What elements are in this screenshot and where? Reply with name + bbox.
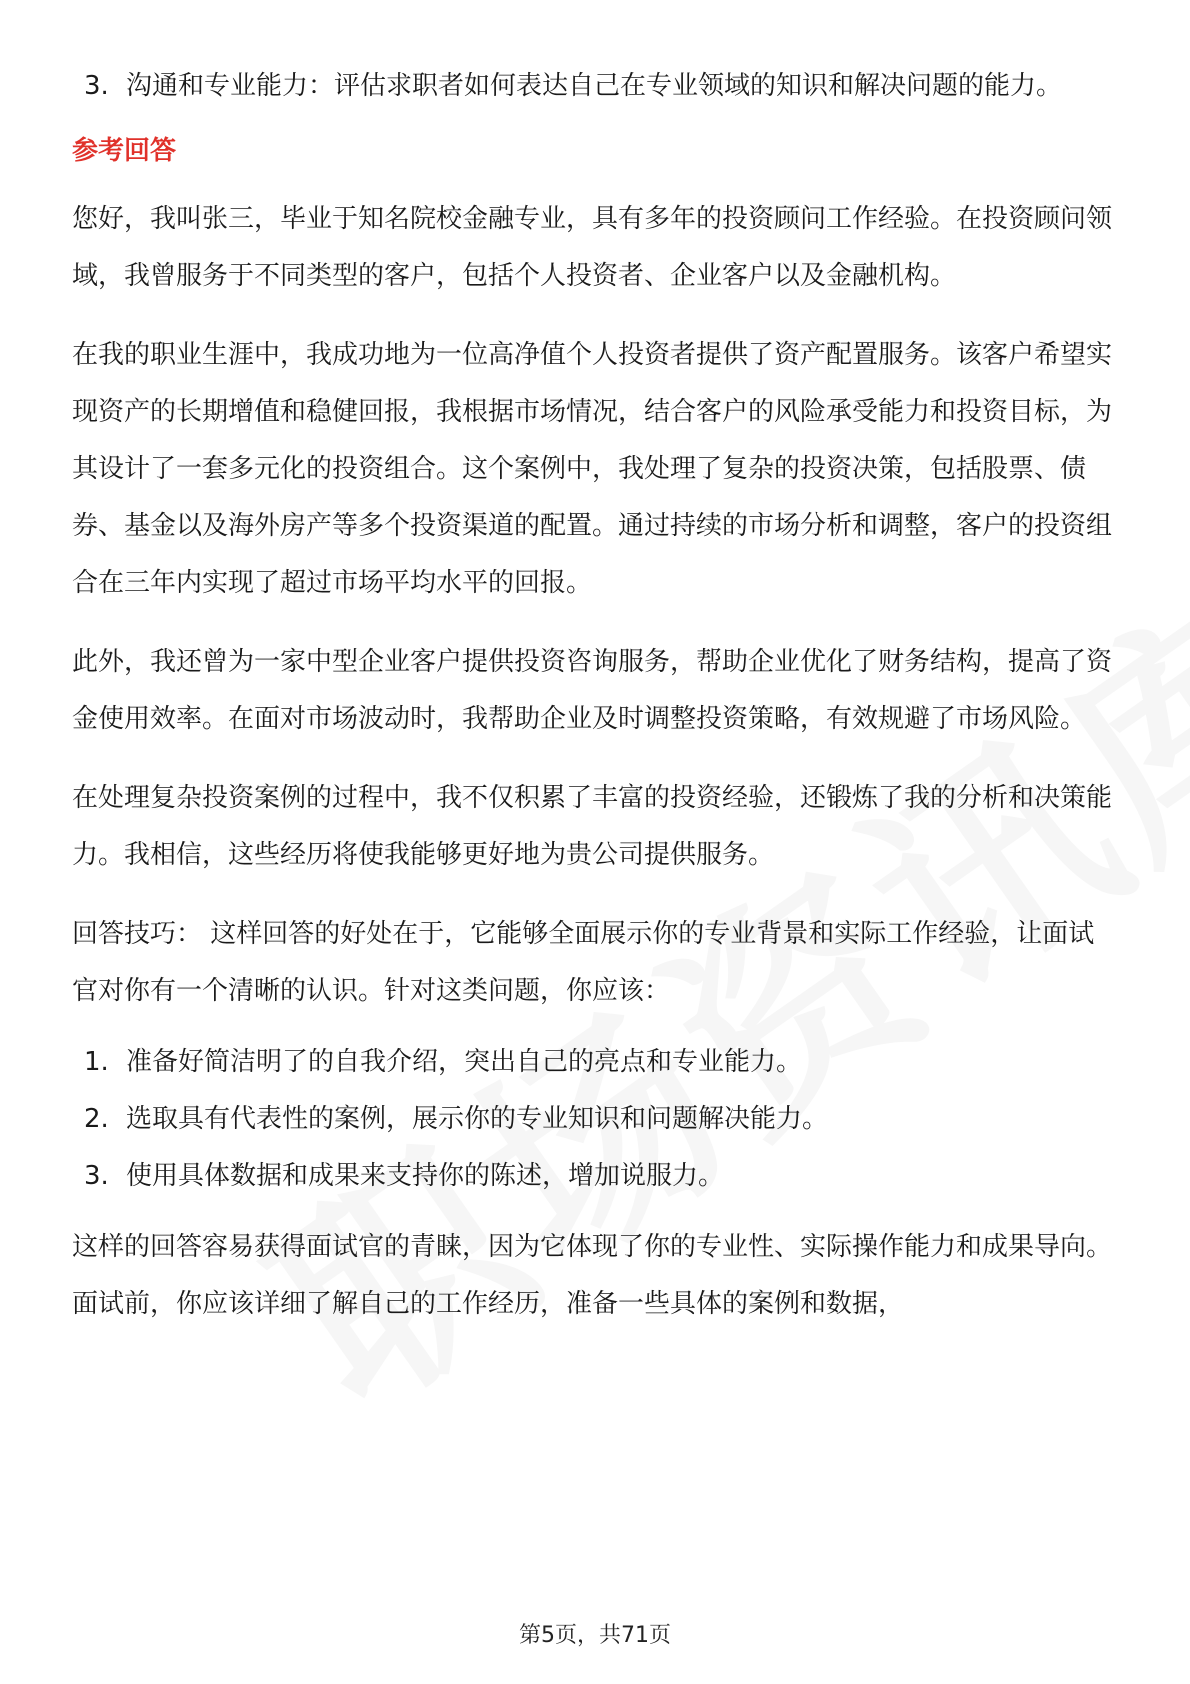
list-text: 沟通和专业能力：评估求职者如何表达自己在专业领域的知识和解决问题的能力。 bbox=[126, 71, 1063, 101]
answer-paragraph-3: 此外，我还曾为一家中型企业客户提供投资咨询服务，帮助企业优化了财务结构，提高了资金使用效率。在面对市场波动时，我帮助企业及时调整投资策略，有效规避了市场风险。 bbox=[72, 647, 1113, 734]
list-number: 1. bbox=[84, 1047, 109, 1077]
list-text: 准备好简洁明了的自我介绍，突出自己的亮点和专业能力。 bbox=[126, 1047, 803, 1077]
list-number: 2. bbox=[84, 1104, 109, 1134]
list-item bbox=[72, 1091, 1120, 1148]
page-footer: 第5页，共71页 bbox=[519, 1623, 671, 1648]
list-text: 选取具有代表性的案例，展示你的专业知识和问题解决能力。 bbox=[126, 1104, 829, 1134]
list-item bbox=[72, 1034, 1120, 1091]
list-item bbox=[72, 58, 1120, 115]
page-content bbox=[72, 58, 1120, 1355]
list-number: 3. bbox=[84, 71, 109, 101]
tips-paragraph: 回答技巧： 这样回答的好处在于，它能够全面展示你的专业背景和实际工作经验，让面试官对你有一个清晰的认识。针对这类问题，你应该： bbox=[72, 919, 1095, 1006]
list-text: 使用具体数据和成果来支持你的陈述，增加说服力。 bbox=[126, 1161, 725, 1191]
list-item bbox=[72, 1148, 1120, 1205]
tips-list bbox=[72, 1034, 1120, 1205]
answer-paragraph-2: 在我的职业生涯中，我成功地为一位高净值个人投资者提供了资产配置服务。该客户希望实现资产的长期增值和稳健回报，我根据市场情况，结合客户的风险承受能力和投资目标，为其设计了一套多元化的投资组合。这个案例中，我处理了复杂的投资决策，包括股票、债券、基金以及海外房产等多个投资渠道的配置。通过持续的市场分析和调整，客户的投资组合在三年内实现了超过市场平均水平的回报。 bbox=[72, 340, 1113, 598]
answer-paragraph-1: 您好，我叫张三，毕业于知名院校金融专业，具有多年的投资顾问工作经验。在投资顾问领域，我曾服务于不同类型的客户，包括个人投资者、企业客户以及金融机构。 bbox=[72, 204, 1113, 291]
top-list bbox=[72, 58, 1120, 115]
list-number: 3. bbox=[84, 1161, 109, 1191]
closing-paragraph: 这样的回答容易获得面试官的青睐，因为它体现了你的专业性、实际操作能力和成果导向。面试前，你应该详细了解自己的工作经历，准备一些具体的案例和数据， bbox=[72, 1232, 1113, 1319]
section-heading: 参考回答 bbox=[72, 136, 177, 166]
answer-paragraph-4: 在处理复杂投资案例的过程中，我不仅积累了丰富的投资经验，还锻炼了我的分析和决策能力。我相信，这些经历将使我能够更好地为贵公司提供服务。 bbox=[72, 783, 1113, 870]
